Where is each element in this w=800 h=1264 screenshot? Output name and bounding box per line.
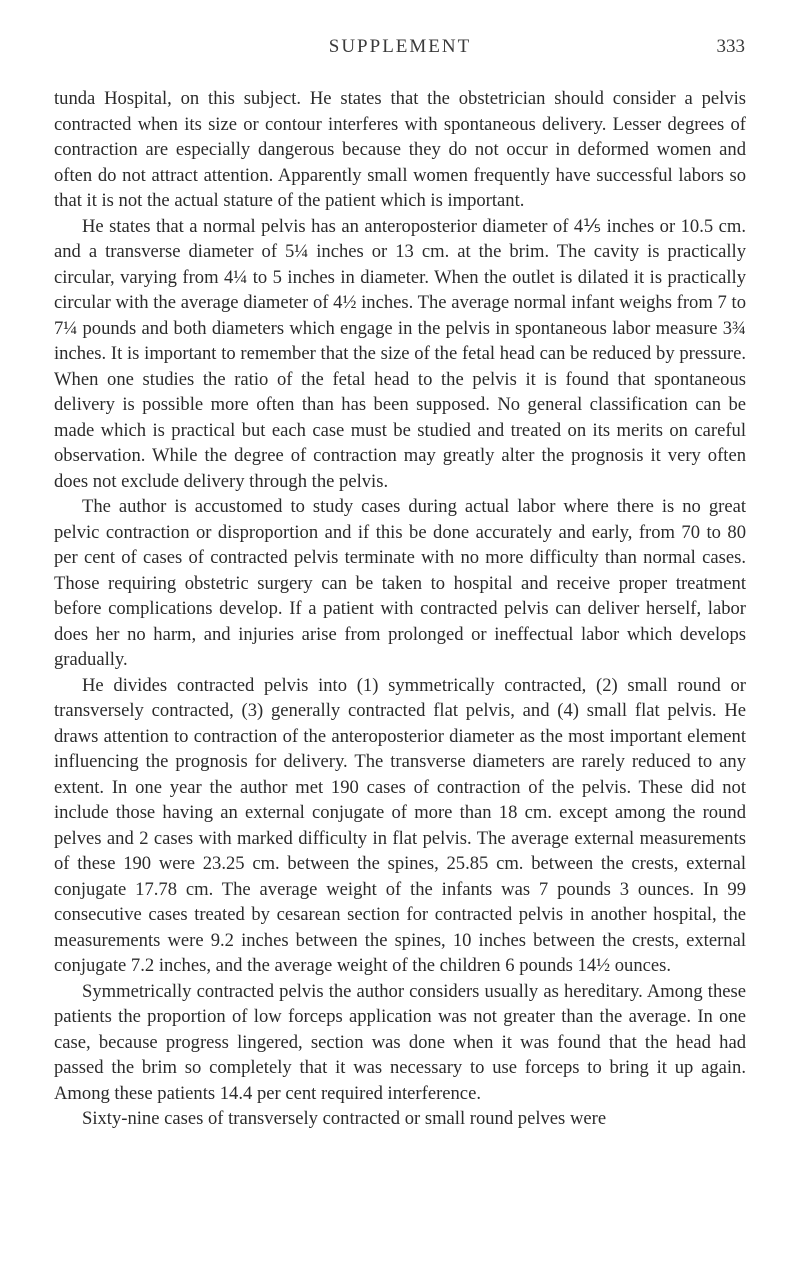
running-head bbox=[0, 36, 800, 66]
paragraph: Symmetrically contracted pelvis the author considers usually as hereditary. Among these patients the proportion of low forceps application was not greater than the average. In one case, because progress lingered, section was done when it was found that the head had passed the brim so completely that it was necessary to use forceps to bring it up again. Among these patients 14.4 per cent required interference. bbox=[54, 980, 746, 1104]
paragraph: He divides contracted pelvis into (1) symmetrically contracted, (2) small round or transversely contracted, (3) generally contracted flat pelvis, and (4) small flat pelvis. He draws attention to contraction of the anteroposterior diameter as the most important element influencing the prognosis for delivery. The transverse diameters are rarely reduced to any extent. In one year the author met 190 cases of contraction of the pelvis. These did not include those having an external conjugate of more than 18 cm. except among the round pelves and 2 cases with marked difficulty in flat pelvis. The average external measurements of these 190 were 23.25 cm. between the spines, 25.85 cm. between the crests, external conjugate 17.78 cm. The average weight of the infants was 7 pounds 3 ounces. In 99 consecutive cases treated by cesarean section for contracted pelvis in another hospital, the measurements were 9.2 inches between the spines, 10 inches between the crests, external conjugate 7.2 inches, and the average weight of the children 6 pounds 14½ ounces. bbox=[54, 674, 746, 976]
paragraph: Sixty-nine cases of transversely contracted or small round pelves were bbox=[82, 1108, 607, 1129]
paragraph: He states that a normal pelvis has an anteroposterior diameter of 4⅕ inches or 10.5 cm. and a transverse diameter of 5¼ inches or 13 cm. at the brim. The cavity is practically circular, varying from 4¼ to 5 inches in diameter. When the outlet is dilated it is practically circular with the average diameter of 4½ inches. The average normal infant weighs from 7 to 7¼ pounds and both diameters which engage in the pelvis in spontaneous labor measure 3¾ inches. It is important to remember that the size of the fetal head can be reduced by pressure. When one studies the ratio of the fetal head to the pelvis it is found that spontaneous delivery is possible more often than has been supposed. No general classification can be made which is practical but each case must be studied and treated on its merits on careful observation. While the degree of contraction may greatly alter the prognosis it very often does not exclude delivery through the pelvis. bbox=[54, 215, 746, 492]
body-text bbox=[54, 86, 746, 1132]
paragraph: The author is accustomed to study cases during actual labor where there is no great pelvic contraction or disproportion and if this be done accurately and early, from 70 to 80 per cent of cases of contracted pelvis terminate with no more difficulty than normal cases. Those requiring obstetric surgery can be taken to hospital and receive proper treatment before complications develop. If a patient with contracted pelvis can deliver herself, labor does her no harm, and injuries arise from prolonged or ineffectual labor which develops gradually. bbox=[54, 496, 746, 670]
page-number: 333 bbox=[716, 36, 745, 57]
running-title: SUPPLEMENT bbox=[328, 36, 472, 57]
paragraph: tunda Hospital, on this subject. He states that the obstetrician should consider a pelvis contracted when its size or contour interferes with spontaneous delivery. Lesser degrees of contraction are especially dangerous because they do not occur in deformed women and often do not attract attention. Apparently small women frequently have successful labors so that it is not the actual stature of the patient which is important. bbox=[54, 88, 746, 211]
